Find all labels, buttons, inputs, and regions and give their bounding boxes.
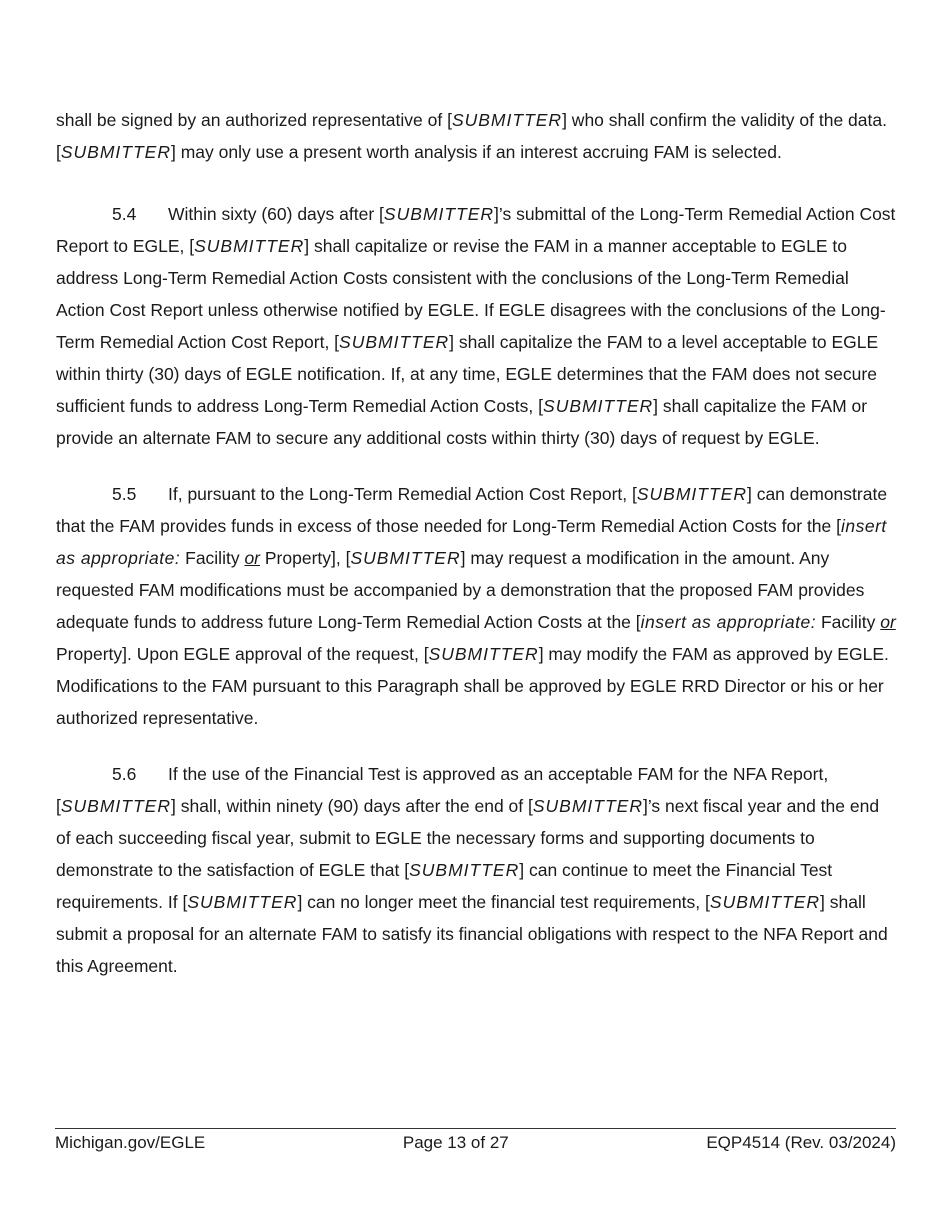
paragraph-number: 5.6 (112, 764, 137, 784)
footer-website: Michigan.gov/EGLE (55, 1133, 206, 1152)
submitter-placeholder: SUBMITTER (543, 396, 654, 416)
submitter-placeholder: SUBMITTER (60, 142, 171, 162)
insert-hint: insert as appropriate: (640, 612, 817, 632)
submitter-placeholder: SUBMITTER (709, 892, 821, 912)
or-underlined: or (880, 612, 896, 632)
submitter-placeholder: SUBMITTER (451, 110, 563, 130)
footer-page-number: Page 13 of 27 (402, 1133, 509, 1152)
insert-hint: insert as appropriate: (56, 516, 887, 568)
paragraph-number: 5.4 (112, 204, 137, 224)
paragraph-number: 5.5 (112, 484, 137, 504)
submitter-placeholder: SUBMITTER (532, 796, 643, 816)
submitter-placeholder: SUBMITTER (60, 796, 171, 816)
submitter-placeholder: SUBMITTER (350, 548, 461, 568)
continuation-paragraph: shall be signed by an authorized representative of [SUBMITTER] who shall confirm the validity of the data. [SUBMITTER] may only use a present worth analysis if an interest accruing FAM is selected. (56, 110, 887, 162)
or-underlined: or (244, 548, 261, 568)
submitter-placeholder: SUBMITTER (636, 484, 747, 504)
page-footer (55, 1128, 896, 1155)
submitter-placeholder: SUBMITTER (409, 860, 520, 880)
paragraph-5-4: 5.4 Within sixty (60) days after [SUBMITTER]’s submittal of the Long-Term Remedial Action Cost Report to EGLE, [SUBMITTER] shall capitalize or revise the FAM in a manner acceptable to EGLE to address Long-Term Remedial Action Costs consistent with the conclusions of the Long-Term Remedial Action Cost Report unless otherwise notified by EGLE. If EGLE disagrees with the conclusions of the Long-Term Remedial Action Cost Report, [SUBMITTER] shall capitalize the FAM to a level acceptable to EGLE within thirty (30) days of EGLE notification. If, at any time, EGLE determines that the FAM does not secure sufficient funds to address Long-Term Remedial Action Costs, [SUBMITTER] shall capitalize the FAM or provide an alternate FAM to secure any additional costs within thirty (30) days of request by EGLE. (56, 198, 896, 454)
paragraph-5-6: 5.6 If the use of the Financial Test is approved as an acceptable FAM for the NFA Report, [SUBMITTER] shall, within ninety (90) days after the end of [SUBMITTER]’s next fiscal year and the end of each succeeding fiscal year, submit to EGLE the necessary forms and supporting documents to demonstrate to the satisfaction of EGLE that [SUBMITTER] can continue to meet the Financial Test requirements. If [SUBMITTER] can no longer meet the financial test requirements, [SUBMITTER] shall submit a proposal for an alternate FAM to satisfy its financial obligations with respect to the NFA Report and this Agreement. (56, 758, 896, 982)
submitter-placeholder: SUBMITTER (339, 332, 450, 352)
submitter-placeholder: SUBMITTER (187, 892, 298, 912)
submitter-placeholder: SUBMITTER (194, 236, 305, 256)
paragraph-5-5: 5.5 If, pursuant to the Long-Term Remedial Action Cost Report, [SUBMITTER] can demonstrate that the FAM provides funds in excess of those needed for Long-Term Remedial Action Costs for the [insert as appropriate: Facility or Property], [SUBMITTER] may request a modification in the amount. Any requested FAM modifications must be accompanied by a demonstration that the proposed FAM provides adequate funds to address future Long-Term Remedial Action Costs at the [insert as appropriate: Facility or Property]. Upon EGLE approval of the request, [SUBMITTER] may modify the FAM as approved by EGLE. Modifications to the FAM pursuant to this Paragraph shall be approved by EGLE RRD Director or his or her authorized representative. (56, 478, 896, 734)
footer-form-number: EQP4514 (Rev. 03/2024) (706, 1133, 896, 1152)
document-body (56, 104, 896, 982)
submitter-placeholder: SUBMITTER (383, 204, 495, 224)
submitter-placeholder: SUBMITTER (428, 644, 539, 664)
